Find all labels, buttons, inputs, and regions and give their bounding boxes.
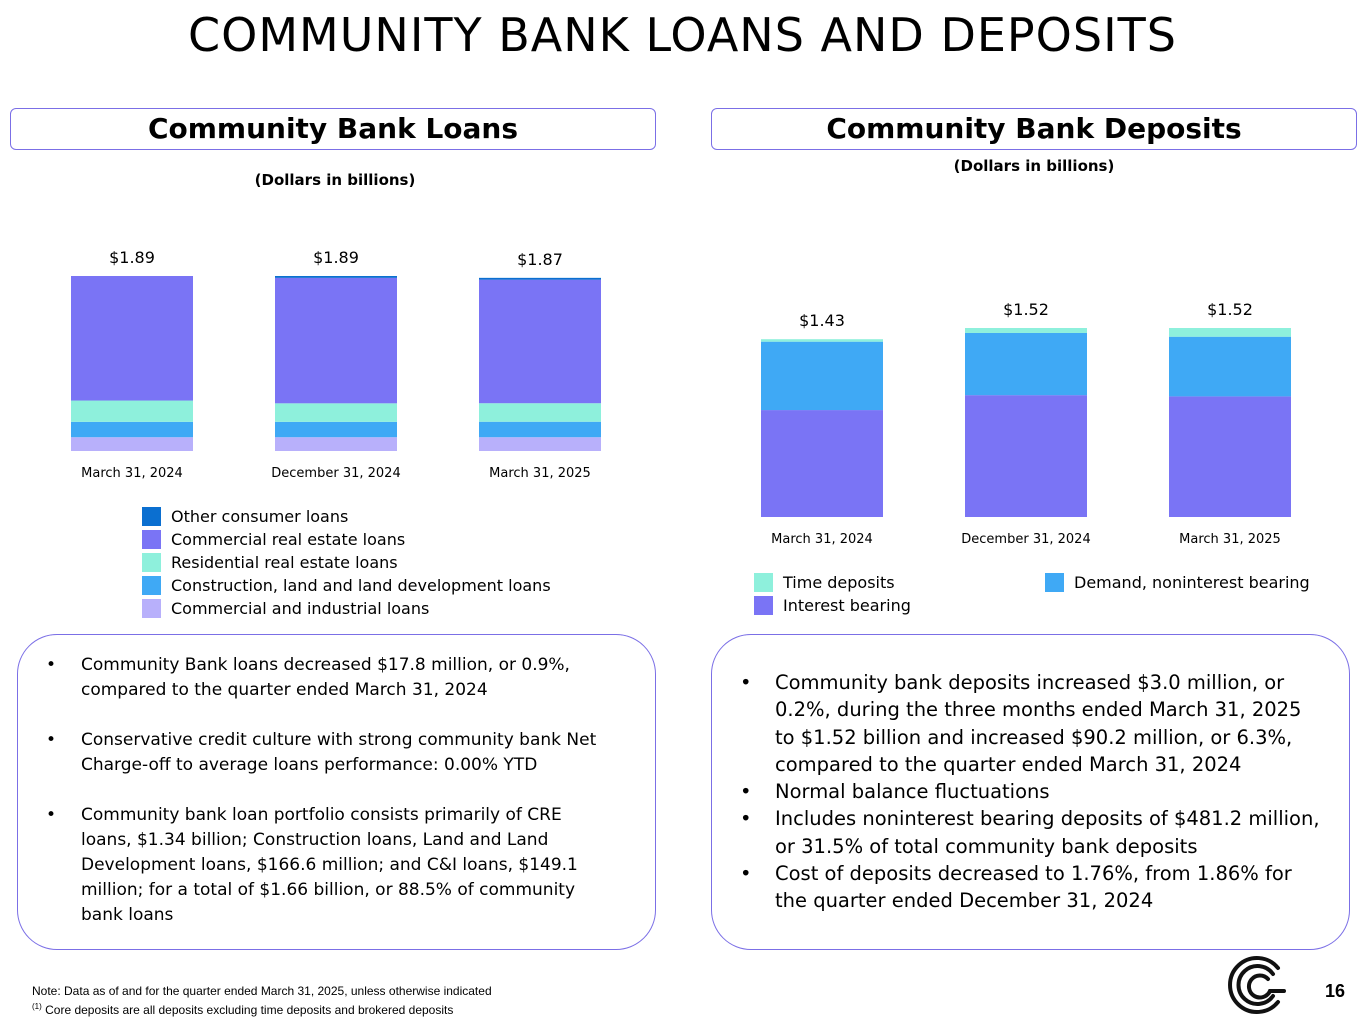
loans-bar-1-construction-land-and-land-development-loans xyxy=(71,422,193,437)
loans-legend-item xyxy=(142,574,551,597)
deposits-bullet-2: • Normal balance fluctuations xyxy=(775,778,1321,805)
loans-panel-header: Community Bank Loans xyxy=(10,108,656,150)
deposits-legend-label: Demand, noninterest bearing xyxy=(1074,573,1310,592)
loans-bar-1-commercial-and-industrial-loans xyxy=(71,437,193,451)
deposits-category-label-1: March 31, 2024 xyxy=(771,532,873,547)
deposits-bar-3-time-deposits xyxy=(1169,328,1291,337)
footnote xyxy=(32,999,492,1018)
loans-legend-item xyxy=(142,551,551,574)
deposits-legend-item xyxy=(1045,571,1310,594)
note-text: Note: Data as of and for the quarter ended March 31, 2025, unless otherwise indicated xyxy=(32,984,492,998)
loans-bar-2-commercial-and-industrial-loans xyxy=(275,437,397,451)
loans-bullet-1: • Community Bank loans decreased $17.8 million, or 0.9%, compared to the quarter ended March 31, 2024 xyxy=(81,653,615,703)
loans-legend xyxy=(142,505,551,620)
deposits-total-label-3: $1.52 xyxy=(1207,300,1253,319)
deposits-bar-1-interest-bearing xyxy=(761,410,883,517)
loans-legend-swatch xyxy=(142,576,161,595)
loans-legend-swatch xyxy=(142,530,161,549)
deposits-legend-item xyxy=(754,594,911,617)
bank-logo-icon xyxy=(1226,954,1288,1016)
deposits-highlights-box xyxy=(711,634,1350,950)
deposits-legend-label: Time deposits xyxy=(783,573,895,592)
loans-bullet-2: • Conservative credit culture with strong community bank Net Charge-off to average loans performance: 0.00% YTD xyxy=(81,728,615,778)
loans-bar-3-commercial-and-industrial-loans xyxy=(479,437,601,451)
deposits-bar-2-interest-bearing xyxy=(965,395,1087,517)
deposits-legend-left xyxy=(754,571,911,617)
loans-legend-swatch xyxy=(142,599,161,618)
loans-bar-3-other-consumer-loans xyxy=(479,278,601,280)
loans-legend-item xyxy=(142,597,551,620)
loans-bar-2-construction-land-and-land-development-loans xyxy=(275,422,397,437)
loans-bar-2-other-consumer-loans xyxy=(275,276,397,278)
deposits-bullet-4: • Cost of deposits decreased to 1.76%, from 1.86% for the quarter ended December 31, 2024 xyxy=(775,860,1321,915)
footnote-text: Core deposits are all deposits excluding time deposits and brokered deposits xyxy=(41,1003,454,1017)
loans-bullet-list xyxy=(18,635,655,928)
deposits-bar-3-demand-noninterest-bearing xyxy=(1169,337,1291,397)
deposits-bar-2-demand-noninterest-bearing xyxy=(965,333,1087,395)
loans-total-label-1: $1.89 xyxy=(109,248,155,267)
deposits-panel-header: Community Bank Deposits xyxy=(711,108,1357,150)
loans-legend-label: Construction, land and land development loans xyxy=(171,576,551,595)
loans-total-label-3: $1.87 xyxy=(517,249,563,269)
deposits-chart-subtitle: (Dollars in billions) xyxy=(953,157,1115,175)
deposits-legend-label: Interest bearing xyxy=(783,596,911,615)
deposits-total-label-2: $1.52 xyxy=(1003,300,1049,319)
loans-bar-1-commercial-real-estate-loans xyxy=(71,276,193,401)
deposits-total-label-1: $1.43 xyxy=(799,311,845,331)
page-number: 16 xyxy=(1324,981,1345,1001)
loans-legend-label: Residential real estate loans xyxy=(171,553,398,572)
deposits-legend-swatch xyxy=(1045,573,1064,592)
loans-category-label-1: March 31, 2024 xyxy=(81,466,183,481)
loans-highlights-box xyxy=(17,634,656,950)
deposits-legend-right xyxy=(1045,571,1310,594)
loans-legend-item xyxy=(142,505,551,528)
deposits-bullet-3: • Includes noninterest bearing deposits of $481.2 million, or 31.5% of total community bank deposits xyxy=(775,805,1321,860)
deposits-bullet-list xyxy=(712,635,1349,915)
deposits-bar-1-time-deposits xyxy=(761,339,883,341)
deposits-legend-item xyxy=(754,571,911,594)
deposits-bullet-1: • Community bank deposits increased $3.0 million, or 0.2%, during the three months ended March 31, 2025 to $1.52 billion and increased $90.2 million, or 6.3%, compared to the quarter ended March 31, 2024 xyxy=(775,669,1321,778)
loans-legend-swatch xyxy=(142,507,161,526)
deposits-bar-2-time-deposits xyxy=(965,328,1087,333)
loans-legend-label: Commercial real estate loans xyxy=(171,530,406,549)
loans-legend-item xyxy=(142,528,551,551)
footnote-marker: (1) xyxy=(32,1002,42,1011)
deposits-category-label-3: March 31, 2025 xyxy=(1179,532,1281,547)
loans-category-label-3: March 31, 2025 xyxy=(489,466,591,481)
deposits-bar-1-demand-noninterest-bearing xyxy=(761,342,883,410)
page-title: COMMUNITY BANK LOANS AND DEPOSITS xyxy=(188,8,1177,62)
loans-legend-label: Other consumer loans xyxy=(171,507,349,526)
loans-legend-swatch xyxy=(142,553,161,572)
loans-bar-3-commercial-real-estate-loans xyxy=(479,280,601,404)
deposits-legend-swatch xyxy=(754,573,773,592)
loans-total-label-2: $1.89 xyxy=(313,248,359,267)
deposits-category-label-2: December 31, 2024 xyxy=(961,532,1091,547)
loans-bullet-3: • Community bank loan portfolio consists primarily of CRE loans, $1.34 billion; Construction loans, Land and Land Development loans, $166.6 million; and C&I loans, $149.1 million; for a total of $1.66 billion, or 88.5% of community bank loans xyxy=(81,803,615,928)
loans-bar-3-construction-land-and-land-development-loans xyxy=(479,422,601,437)
loans-chart-subtitle: (Dollars in billions) xyxy=(254,171,416,189)
loans-bar-2-residential-real-estate-loans xyxy=(275,403,397,422)
loans-bar-3-residential-real-estate-loans xyxy=(479,403,601,422)
deposits-chart xyxy=(690,290,1360,555)
loans-legend-label: Commercial and industrial loans xyxy=(171,599,430,618)
deposits-legend-swatch xyxy=(754,596,773,615)
loans-bar-2-commercial-real-estate-loans xyxy=(275,278,397,403)
footer-note xyxy=(32,984,492,1018)
deposits-bar-3-interest-bearing xyxy=(1169,396,1291,517)
loans-bar-1-residential-real-estate-loans xyxy=(71,401,193,422)
loans-chart xyxy=(0,230,680,490)
loans-category-label-2: December 31, 2024 xyxy=(271,466,401,481)
